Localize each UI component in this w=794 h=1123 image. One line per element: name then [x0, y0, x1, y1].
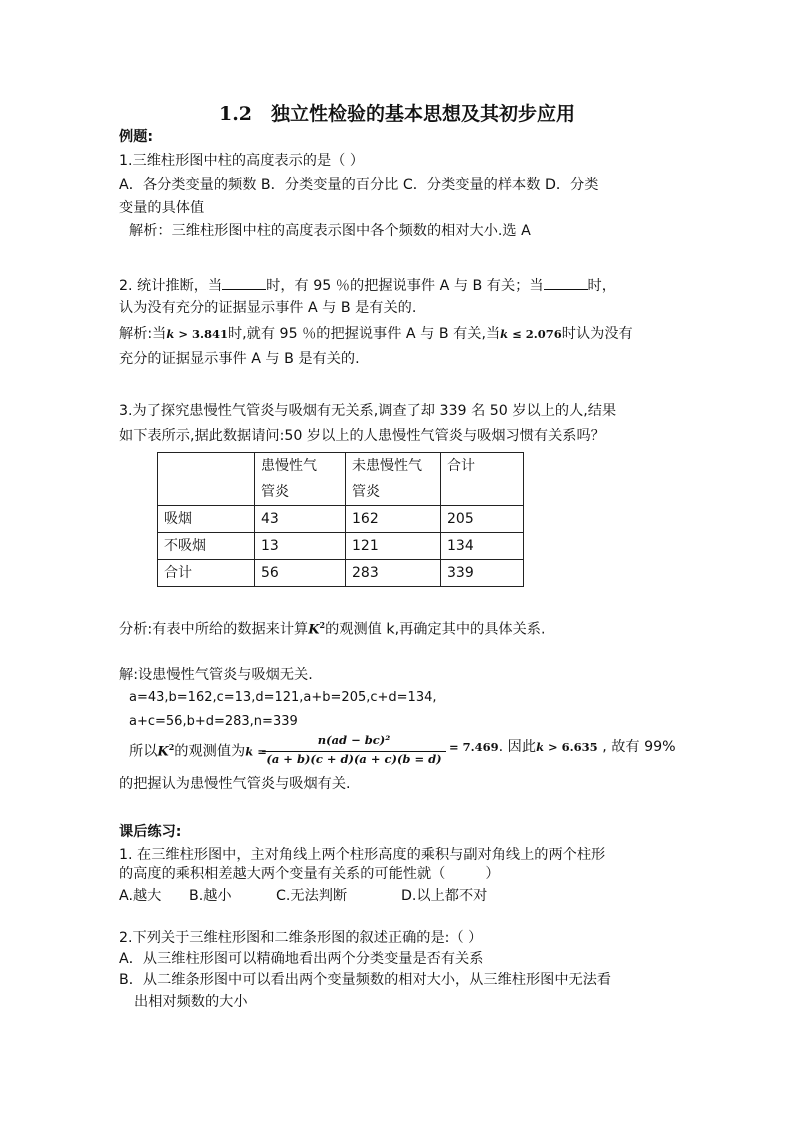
table-header-cell: 合计	[441, 453, 524, 506]
table-header-row	[158, 453, 524, 506]
table-row	[158, 560, 524, 587]
answer-blank-2	[544, 274, 588, 290]
suoyi-b: 的观测值为	[174, 743, 246, 760]
e1-options	[119, 886, 487, 906]
q3-values-1: a=43,b=162,c=13,d=121,a+b=205,c+d=134,	[129, 690, 437, 705]
q3-fenxi	[119, 615, 545, 641]
q3-line2: 如下表所示,据此数据请问:50 岁以上的人患慢性气管炎与吸烟习惯有关系吗？	[119, 428, 605, 444]
q2-ana-k1: k	[166, 327, 175, 341]
q2-ana-k2: k	[500, 327, 509, 341]
formula-eq: =	[253, 744, 267, 759]
suoyi-K: K	[157, 744, 169, 760]
suoyi-sup: 2	[168, 742, 175, 752]
table-cell: 162	[346, 506, 441, 533]
q3-suoyi	[129, 737, 267, 763]
e1-option-d: D.以上都不对	[401, 888, 488, 904]
q2-line2: 认为没有充分的证据显示事件 A 与 B 是有关的.	[119, 300, 417, 316]
q2-ana-threshold2: ≤ 2.076	[508, 327, 562, 341]
e2-stem: 2.下列关于三维柱形图和二维条形图的叙述正确的是:（ ）	[119, 930, 483, 946]
fenxi-b: 的观测值 k,再确定其中的具体关系.	[325, 621, 546, 638]
q2-line1	[119, 274, 616, 296]
fenxi-a: 分析:有表中所给的数据来计算	[119, 621, 309, 638]
q2-analysis-line2: 充分的证据显示事件 A 与 B 是有关的.	[119, 351, 360, 367]
e1-line2-a: 的高度的乘积相差越大两个变量有关系的可能性就（	[119, 866, 446, 882]
formula-fraction	[262, 733, 446, 773]
q2-ana-b: 时,就有 95 ％的把握说事件 A 与 B 有关,当	[227, 326, 501, 342]
yinci-threshold: > 6.635	[544, 740, 598, 754]
fenxi-sup: 2	[319, 620, 326, 630]
q3-conclusion: 的把握认为患慢性气管炎与吸烟有关.	[119, 776, 351, 792]
table-cell: 56	[255, 560, 346, 587]
answer-blank-1	[222, 274, 266, 290]
table-cell: 283	[346, 560, 441, 587]
q2-line1-b: 时，有 95 ％的把握说事件 A 与 B 有关；当	[266, 278, 544, 294]
q1-stem: 1.三维柱形图中柱的高度表示的是（ ）	[119, 153, 365, 169]
page-title: 1.2 独立性检验的基本思想及其初步应用	[218, 103, 576, 125]
yinci-b: , 故有 99%	[597, 739, 676, 755]
table-cell: 339	[441, 560, 524, 587]
formula-result: = 7.469	[449, 740, 499, 754]
q2-ana-c: 时认为没有	[561, 326, 633, 342]
table-cell: 合计	[158, 560, 255, 587]
q2-ana-a: 解析:当	[119, 326, 167, 342]
e1-line2-b: ）	[485, 866, 500, 882]
table-row	[158, 506, 524, 533]
table-cell: 吸烟	[158, 506, 255, 533]
formula-numerator: n(ad − bc)²	[317, 733, 391, 747]
table-cell: 不吸烟	[158, 533, 255, 560]
q2-ana-threshold1: > 3.841	[174, 327, 228, 341]
e1-line2	[119, 864, 500, 884]
yinci-k: k	[536, 740, 545, 754]
table-row	[158, 533, 524, 560]
q1-options-line1: A．各分类变量的频数 B．分类变量的百分比 C．分类变量的样本数 D．分类	[119, 177, 599, 193]
table-header-cell	[158, 453, 255, 506]
table-cell: 134	[441, 533, 524, 560]
table-header-cell: 未患慢性气 管炎	[346, 453, 441, 506]
e2-option-a: A．从三维柱形图可以精确地看出两个分类变量是否有关系	[119, 951, 484, 967]
table-cell: 205	[441, 506, 524, 533]
table-cell: 121	[346, 533, 441, 560]
formula-k: k	[245, 744, 254, 759]
examples-heading: 例题:	[119, 129, 154, 145]
q1-analysis: 解析：三维柱形图中柱的高度表示图中各个频数的相对大小.选 A	[129, 223, 531, 239]
q2-analysis-line1	[119, 324, 633, 344]
q2-line1-c: 时，	[587, 278, 616, 294]
fenxi-K: K	[308, 622, 320, 638]
e2-option-b-line2: 出相对频数的大小	[134, 994, 248, 1010]
e2-option-b-line1: B．从二维条形图中可以看出两个变量频数的相对大小，从三维柱形图中无法看	[119, 972, 612, 988]
q1-options-line2: 变量的具体值	[119, 200, 205, 216]
q3-values-2: a+c=56,b+d=283,n=339	[129, 714, 298, 729]
data-table	[157, 452, 524, 587]
e1-option-a: A.越大	[119, 888, 162, 904]
e1-option-c: C.无法判断	[276, 888, 348, 904]
suoyi-a: 所以	[129, 743, 158, 760]
exercises-heading: 课后练习:	[119, 824, 182, 840]
table-cell: 13	[255, 533, 346, 560]
yinci-a: . 因此	[498, 739, 537, 755]
table-header-cell: 患慢性气 管炎	[255, 453, 346, 506]
e1-option-b: B.越小	[189, 888, 232, 904]
q2-line1-a: 2. 统计推断，当	[119, 278, 223, 294]
formula-denominator: (a + b)(c + d)(a + c)(b = d)	[266, 752, 442, 766]
e1-line1: 1. 在三维柱形图中，主对角线上两个柱形高度的乘积与副对角线上的两个柱形	[119, 847, 606, 863]
q3-result	[449, 737, 676, 757]
q3-jie: 解:设患慢性气管炎与吸烟无关.	[119, 667, 313, 683]
q3-line1: 3.为了探究患慢性气管炎与吸烟有无关系,调查了却 339 名 50 岁以上的人,结果	[119, 403, 617, 419]
table-cell: 43	[255, 506, 346, 533]
